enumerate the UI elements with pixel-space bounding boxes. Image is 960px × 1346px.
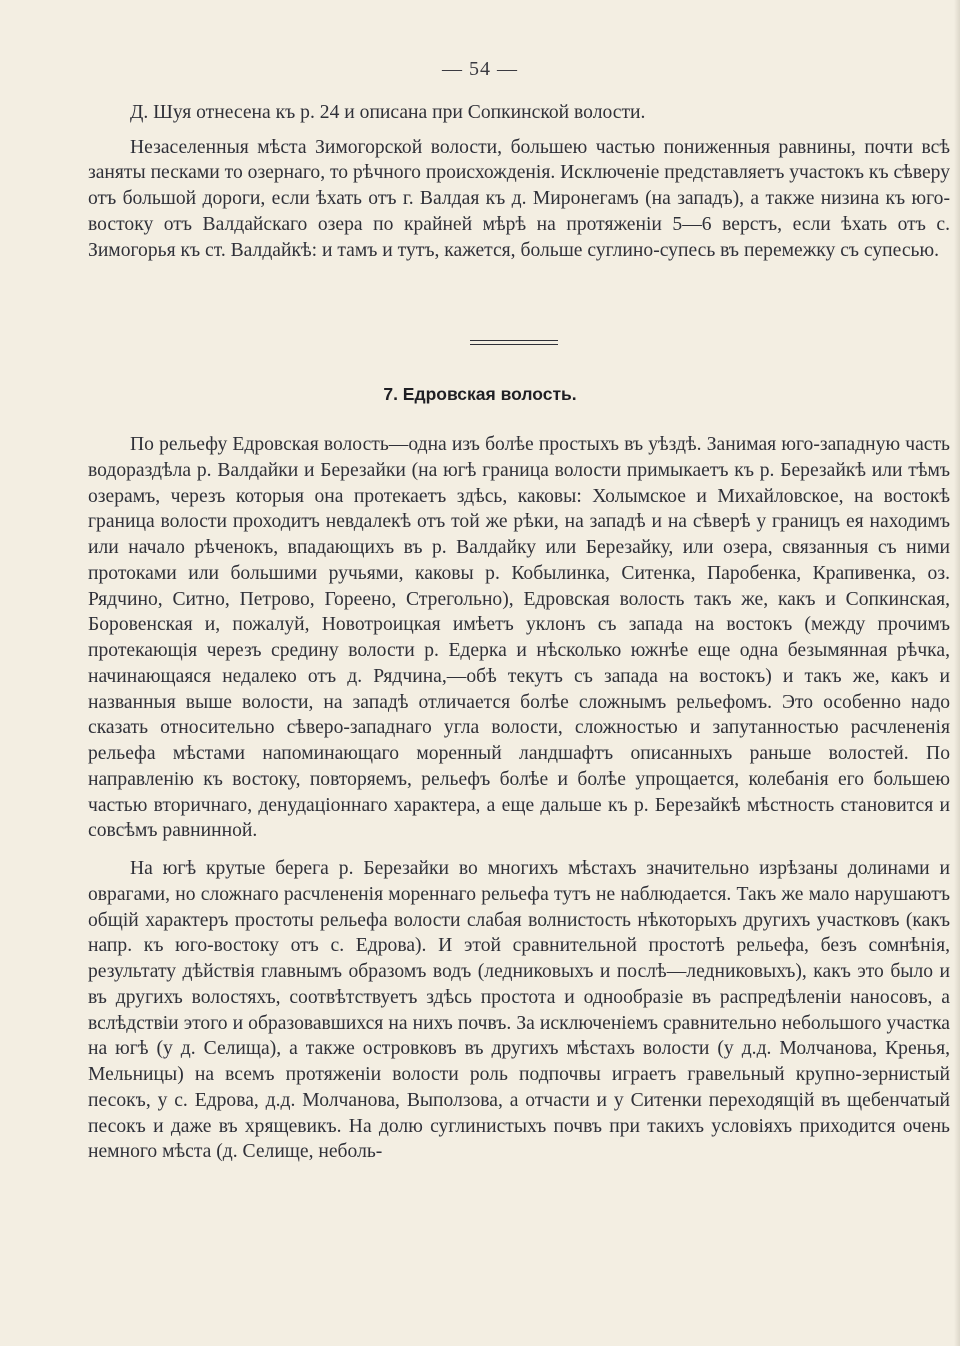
page-number: — 54 —: [442, 58, 518, 80]
paragraph-zimogorskaya: Незаселенныя мѣста Зимогорской волости, большею частью пониженныя равнины, почти всѣ заняты песками то озернаго, то рѣчного происхожденія. Исключеніе представляетъ участокъ къ сѣверу отъ большой дороги, если ѣхать отъ г. Валдая къ д. Миронегамъ (на западъ), а также низина къ юго-востоку отъ Валдайскаго озера по крайней мѣрѣ на протяженіи 5—6 верстъ, если ѣхать отъ с. Зимогорья къ ст. Валдайкѣ: и тамъ и тутъ, кажется, больше суглино-супесь въ перемежку съ супесью.: [88, 136, 950, 261]
paragraph-south-soils: На югѣ крутые берега р. Березайки во многихъ мѣстахъ значительно изрѣзаны долинами и оврагами, но сложнаго расчлененія мореннаго рельефа тутъ не наблюдается. Такъ же мало нарушаютъ общій характеръ простоты рельефа волости слабая волнистость нѣкоторыхъ другихъ участковъ (какъ напр. къ юго-востоку отъ с. Едрова). И этой сравнительной простотѣ рельефа, безъ сомнѣнія, результату дѣйствія главнымъ образомъ водъ (ледниковыхъ и послѣ—ледниковыхъ), какъ это было и въ другихъ волостяхъ, соотвѣтствуетъ здѣсь простота и однообразіе въ распредѣленіи наносовъ, а вслѣдствіи этого и образовавшихся на нихъ почвъ. За исключеніемъ сравнительно небольшого участка на югѣ (у д. Селища), а также островковъ въ другихъ мѣстахъ волости (у д.д. Молчанова, Кренья, Мельницы) на всемъ протяженіи волости роль подпочвы играетъ гравельный крупно-зернистый песокъ, у с. Едрова, д.д. Молчанова, Выползова, а отчасти и у Ситенки переходящій въ щебенчатый песокъ и даже въ хрящевикъ. На долю суглинистыхъ почвъ при такихъ условіяхъ приходится очень немного мѣста (д. Селище, неболь-: [88, 858, 950, 1163]
scan-edge-shadow: [954, 0, 960, 1346]
section-heading: 7. Едровская волость.: [383, 384, 577, 404]
paragraph-shuya: Д. Шуя отнесена къ р. 24 и описана при Сопкинской волости.: [130, 102, 646, 123]
paragraph-relief: По рельефу Едровская волость—одна изъ болѣе простыхъ въ уѣздѣ. Занимая юго-западную часть водораздѣла р. Валдайки и Березайки (на югѣ граница волости примыкаетъ къ р. Березайкѣ или тѣмъ озерамъ, черезъ которыя она протекаетъ здѣсь, каковы: Холымское и Михайловское, на востокѣ граница волости проходитъ невдалекѣ отъ той же рѣки, на западѣ и на сѣверѣ у границъ ея находимъ или начало рѣченокъ, впадающихъ въ р. Валдайку или Березайку, или озера, связанныя съ ними протоками или большими ручьями, каковы р. Кобылинка, Ситенка, Паробенка, Крапивенка, оз. Рядчино, Ситно, Петрово, Гореено, Стрегольно), Едровская волость такъ же, какъ и Сопкинская, Боровенская и, пожалуй, Новотроицкая имѣетъ уклонъ съ запада на востокъ (между прочимъ протекающія черезъ средину волости р. Едерка и нѣсколько южнѣе еще одна безымянная рѣчка, начинающаяся недалеко отъ д. Рядчина,—обѣ текутъ съ запада на востокъ) и такъ же, какъ и названныя выше волости, на западѣ отличается болѣе сложнымъ рельефомъ. Это особенно надо сказать относительно сѣверо-западнаго угла волости, сложностью и запутанностью расчлененія рельефа мѣстами напоминающаго моренный ландшафтъ описанныхъ раньше волостей. По направленію къ востоку, повторяемъ, рельефъ болѣе и болѣе упрощается, колебанія его большею частью вторичнаго, денудаціоннаго характера, а еще дальше къ р. Березайкѣ мѣстность становится и совсѣмъ равнинной.: [88, 434, 950, 842]
section-text-block: [88, 432, 950, 1165]
top-text-block: [88, 100, 950, 263]
section-divider: [470, 340, 558, 345]
